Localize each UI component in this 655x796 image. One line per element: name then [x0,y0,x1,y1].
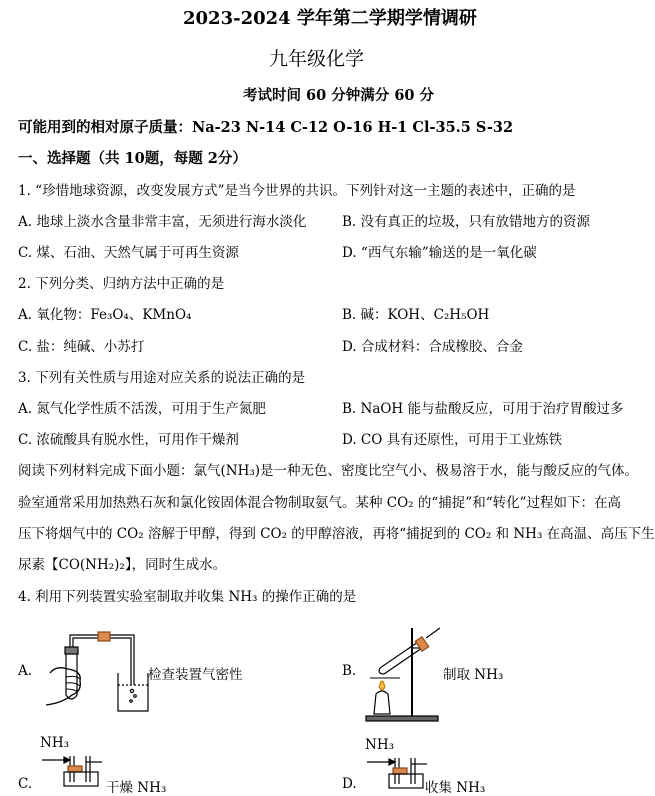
question-4-option-a-text: 检查装置气密性 [148,667,243,683]
question-3-option-c: C. 浓硫酸具有脱水性，可用作干燥剂 [18,432,239,448]
exam-subtitle: 九年级化学 [269,48,365,70]
question-4-stem: 4. 利用下列装置实验室制取并收集 NH₃ 的操作正确的是 [18,589,357,605]
collection-apparatus [365,754,435,784]
question-4-option-c-gas-label: NH₃ [40,735,69,751]
question-1-stem: 1. “珍惜地球资源，改变发展方式”是当今世界的共识。下列针对这一主题的表述中，正确的是 [18,183,576,199]
question-2-stem: 2. 下列分类、归纳方法中正确的是 [18,276,225,292]
exam-info: 考试时间 60 分钟满分 60 分 [243,87,435,104]
question-2-option-a: A. 氧化物：Fe₃O₄、KMnO₄ [18,307,192,323]
question-1-option-c: C. 煤、石油、天然气属于可再生资源 [18,245,239,261]
reading-line-2: 验室通常采用加热熟石灰和氯化铵固体混合物制取氨气。某种 CO₂ 的“捕捉”和“转化”过程如下：在高 [18,495,621,511]
question-2-option-b: B. 碱：KOH、C₂H₅OH [342,307,490,323]
question-4-option-c-letter: C. [18,776,33,792]
question-4-option-d-letter: D. [342,776,357,792]
question-4-option-d-gas-label: NH₃ [365,737,394,753]
ammonia-preparation-apparatus [360,618,450,724]
question-3-option-a: A. 氮气化学性质不活泼，可用于生产氮肥 [18,401,266,417]
airtightness-check-apparatus [36,625,146,715]
question-2-option-d: D. 合成材料：合成橡胶、合金 [342,339,523,355]
reading-line-3: 压下将烟气中的 CO₂ 溶解于甲醇，得到 CO₂ 的甲醇溶液，再将“捕捉到的 CO₂ 和 NH₃ 在高温、高压下生 [18,526,655,542]
question-4-option-a-letter: A. [18,663,33,679]
question-1-option-b: B. 没有真正的垃圾，只有放错地方的资源 [342,214,591,230]
question-1-option-d: D. “西气东输”输送的是一氧化碳 [342,245,537,261]
question-1-option-a: A. 地球上淡水含量非常丰富，无须进行海水淡化 [18,214,307,230]
question-4-option-c-text: 干燥 NH₃ [106,780,167,796]
exam-title: 2023-2024 学年第二学期学情调研 [183,8,477,29]
question-3-option-d: D. CO 具有还原性，可用于工业炼铁 [342,432,563,448]
drying-apparatus [40,752,110,784]
question-4-option-b-letter: B. [342,663,357,679]
reading-line-4: 尿素【CO(NH₂)₂】，同时生成水。 [18,557,227,573]
atomic-mass-line: 可能用到的相对原子质量：Na-23 N-14 C-12 O-16 H-1 Cl-35.5 S-32 [18,119,514,136]
question-3-option-b: B. NaOH 能与盐酸反应，可用于治疗胃酸过多 [342,401,624,417]
question-3-stem: 3. 下列有关性质与用途对应关系的说法正确的是 [18,370,306,386]
question-4-option-b-text: 制取 NH₃ [443,667,504,683]
question-4-option-d-text: 收集 NH₃ [425,780,486,796]
section-heading: 一、选择题（共 10题，每题 2分） [18,150,247,167]
reading-line-1: 阅读下列材料完成下面小题：氯气(NH₃)是一种无色、密度比空气小、极易溶于水，能与酸反应的气体。 [18,463,639,479]
question-2-option-c: C. 盐：纯碱、小苏打 [18,339,145,355]
